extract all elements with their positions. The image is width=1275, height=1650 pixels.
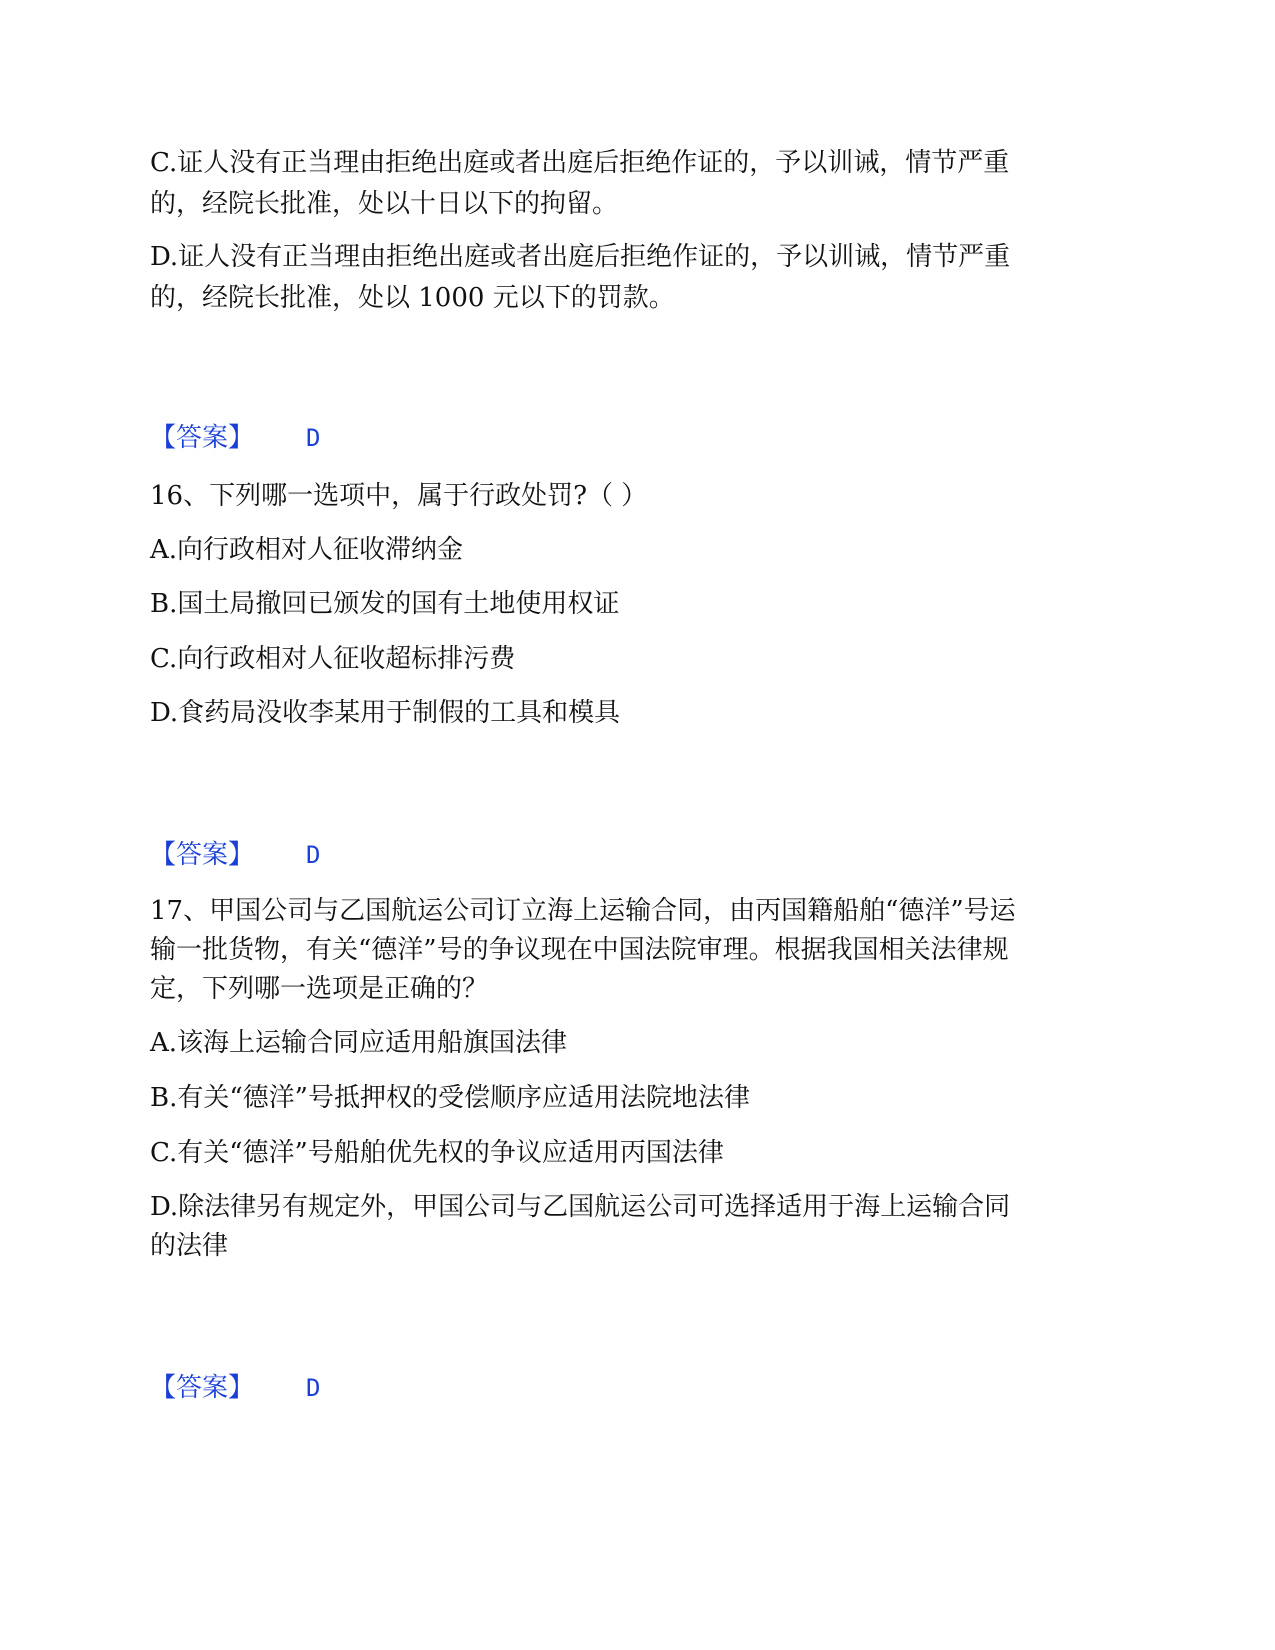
- q15-answer: [150, 421, 320, 455]
- q15-option-d-line-2: 的，经院长批准，处以 1000 元以下的罚款。: [150, 283, 675, 313]
- q15-option-c-line-2: 的，经院长批准，处以十日以下的拘留。: [150, 189, 619, 219]
- q17-option-a: A.该海上运输合同应适用船旗国法律: [150, 1028, 568, 1058]
- q15-answer-value: D: [306, 424, 321, 452]
- q17-option-d-line-1: D.除法律另有规定外，甲国公司与乙国航运公司可选择适用于海上运输合同: [150, 1192, 1011, 1222]
- q15-option-c-line-1: C.证人没有正当理由拒绝出庭或者出庭后拒绝作证的，予以训诫，情节严重: [150, 148, 1010, 178]
- q17-answer-value: D: [306, 1374, 321, 1402]
- q17-question-line-1: 17、甲国公司与乙国航运公司订立海上运输合同，由丙国籍船舶“德洋”号运: [150, 896, 1016, 926]
- q17-answer: [150, 1371, 320, 1405]
- q17-option-d-line-2: 的法律: [150, 1231, 229, 1261]
- q16-option-b: B.国土局撤回已颁发的国有土地使用权证: [150, 589, 620, 619]
- q16-option-a: A.向行政相对人征收滞纳金: [150, 535, 464, 565]
- q17-option-b: B.有关“德洋”号抵押权的受偿顺序应适用法院地法律: [150, 1083, 750, 1113]
- q15-answer-label: 【答案】: [150, 423, 255, 453]
- q17-option-c: C.有关“德洋”号船舶优先权的争议应适用丙国法律: [150, 1138, 724, 1168]
- q15-option-d-line-1: D.证人没有正当理由拒绝出庭或者出庭后拒绝作证的，予以训诫，情节严重: [150, 242, 1011, 272]
- q17-question-line-3: 定，下列哪一选项是正确的？: [150, 974, 489, 1004]
- q16-answer-label: 【答案】: [150, 840, 255, 870]
- q16-option-c: C.向行政相对人征收超标排污费: [150, 644, 516, 674]
- q17-question-line-2: 输一批货物，有关“德洋”号的争议现在中国法院审理。根据我国相关法律规: [150, 935, 1009, 965]
- q16-question: 16、下列哪一选项中，属于行政处罚?（ ）: [150, 481, 648, 511]
- q17-answer-label: 【答案】: [150, 1373, 255, 1403]
- q16-option-d: D.食药局没收李某用于制假的工具和模具: [150, 698, 621, 728]
- q16-answer-value: D: [306, 841, 321, 869]
- q16-answer: [150, 838, 320, 872]
